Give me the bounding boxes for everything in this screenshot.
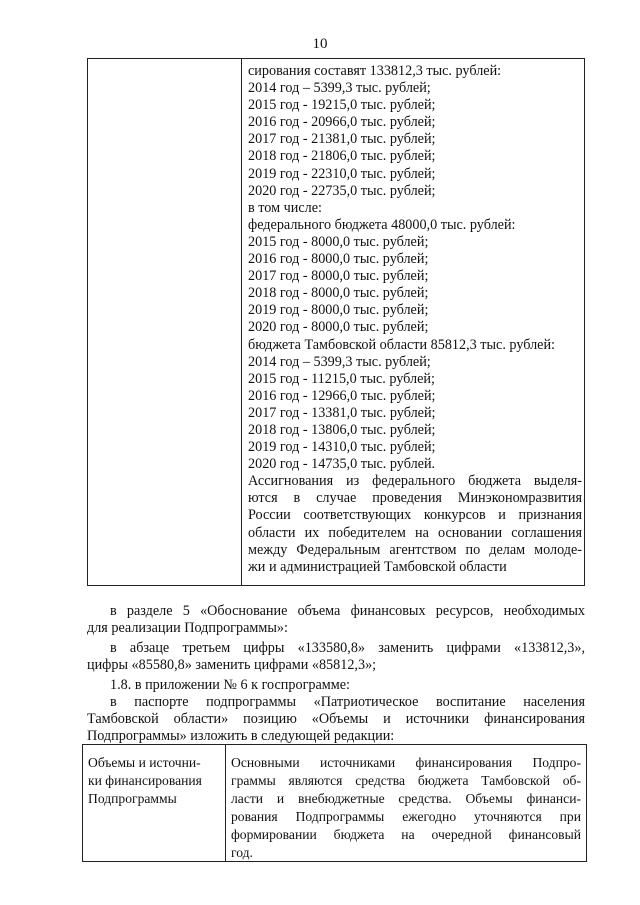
financing-volumes-cell xyxy=(248,63,582,576)
table-column-divider xyxy=(225,745,226,861)
table-line: 2015 год - 19215,0 тыс. рублей; xyxy=(248,97,436,114)
table-line: между Федеральным агентством по делам молоде- xyxy=(248,541,582,558)
financing-sources-table xyxy=(82,744,587,862)
table-value-cell xyxy=(231,754,581,862)
table-value-line: ласти и внебюджетные средства. Объемы финанси- xyxy=(231,791,581,806)
table-line: 2015 год - 11215,0 тыс. рублей; xyxy=(248,370,435,387)
table-line: 2020 год - 14735,0 тыс. рублей. xyxy=(248,456,436,473)
table-line: 2020 год - 8000,0 тыс. рублей; xyxy=(248,319,429,336)
paragraph-line: в паспорте подпрограммы «Патриотическое воспитание населения xyxy=(110,694,585,710)
table-line: Ассигнования из федерального бюджета выделя- xyxy=(248,473,582,490)
paragraph-abzac xyxy=(87,640,585,674)
table-line: 2017 год - 21381,0 тыс. рублей; xyxy=(248,131,436,148)
paragraph-line: Тамбовской области» позицию «Объемы и источники финансирования xyxy=(87,711,585,728)
table-line: 2020 год - 22735,0 тыс. рублей; xyxy=(248,182,436,199)
table-line: 2017 год - 8000,0 тыс. рублей; xyxy=(248,268,429,285)
table-line: в том числе: xyxy=(248,199,322,216)
table-line: 2019 год - 22310,0 тыс. рублей; xyxy=(248,165,436,182)
table-line: 2019 год - 8000,0 тыс. рублей; xyxy=(248,302,429,319)
table-label-cell xyxy=(88,754,220,808)
table-line: 2016 год - 20966,0 тыс. рублей; xyxy=(248,114,436,131)
table-value-line: год. xyxy=(231,845,253,860)
table-line: 2017 год - 13381,0 тыс. рублей; xyxy=(248,404,436,421)
table-line: бюджета Тамбовской области 85812,3 тыс. рублей: xyxy=(248,336,556,353)
paragraph-line: в абзаце третьем цифры «133580,8» заменить цифрами «133812,3», xyxy=(110,640,585,656)
financing-table-continuation xyxy=(87,58,585,586)
paragraph-line: в разделе 5 «Обоснование объема финансовых ресурсов, необходимых xyxy=(110,603,585,619)
paragraph-passport xyxy=(87,694,585,745)
table-line: жи и администрацией Тамбовской области xyxy=(248,558,507,575)
page-number: 10 xyxy=(312,36,328,52)
paragraph-line: 1.8. в приложении № 6 к госпрограмме: xyxy=(110,677,350,693)
table-line: 2014 год – 5399,3 тыс. рублей; xyxy=(248,80,431,97)
table-line: 2018 год - 8000,0 тыс. рублей; xyxy=(248,285,429,302)
table-line: 2014 год – 5399,3 тыс. рублей; xyxy=(248,353,431,370)
paragraph-line: Подпрограммы» изложить в следующей редакции: xyxy=(87,728,395,745)
table-label-line: Объемы и источни- xyxy=(88,755,201,770)
table-line: 2016 год - 8000,0 тыс. рублей; xyxy=(248,251,429,268)
table-line: сирования составят 133812,3 тыс. рублей: xyxy=(248,63,502,79)
table-line: 2016 год - 12966,0 тыс. рублей; xyxy=(248,387,436,404)
table-line: области их победителем на основании соглашения xyxy=(248,524,582,541)
table-line: ются в случае проведения Минэкономразвития xyxy=(248,490,582,507)
table-line: России соответствующих конкурсов и признания xyxy=(248,507,582,524)
table-line: 2018 год - 13806,0 тыс. рублей; xyxy=(248,421,436,438)
paragraph-section5 xyxy=(87,603,585,637)
table-value-line: граммы являются средства бюджета Тамбовской об- xyxy=(231,773,581,788)
table-label-line: Подпрограммы xyxy=(88,791,177,806)
table-line: 2019 год - 14310,0 тыс. рублей; xyxy=(248,439,436,456)
table-line: федерального бюджета 48000,0 тыс. рублей: xyxy=(248,216,516,233)
table-column-divider xyxy=(241,59,242,585)
table-value-line: Основными источниками финансирования Подпро- xyxy=(231,755,581,770)
paragraph-item-1-8 xyxy=(87,677,585,694)
paragraph-line: цифры «85580,8» заменить цифрами «85812,3»; xyxy=(87,657,377,674)
paragraph-line: для реализации Подпрограммы»: xyxy=(87,620,288,637)
table-label-line: ки финансирования xyxy=(88,773,202,788)
table-line: 2015 год - 8000,0 тыс. рублей; xyxy=(248,233,429,250)
table-value-line: рования Подпрограммы ежегодно уточняются при xyxy=(231,809,581,824)
table-line: 2018 год - 21806,0 тыс. рублей; xyxy=(248,148,436,165)
table-value-line: формировании бюджета на очередной финансовый xyxy=(231,827,581,842)
